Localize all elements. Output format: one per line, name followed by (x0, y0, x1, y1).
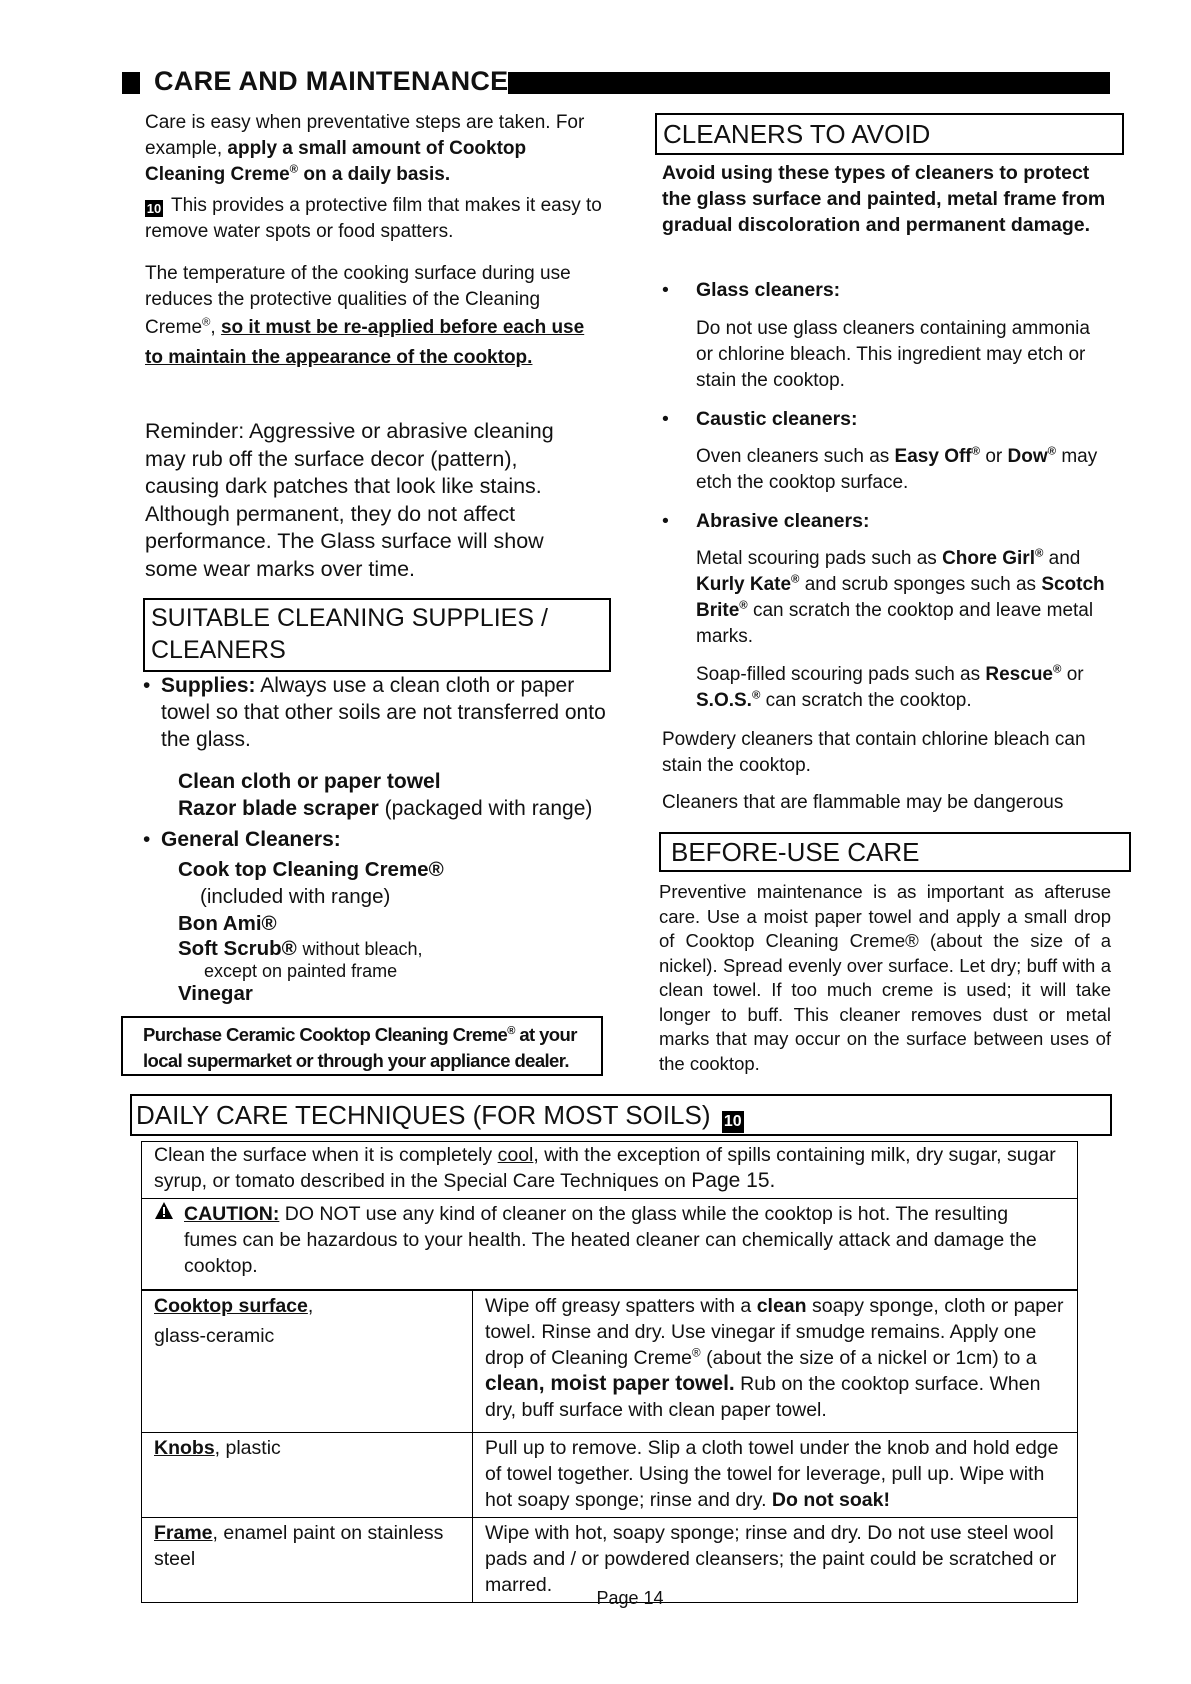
daily-care-heading: DAILY CARE TECHNIQUES (FOR MOST SOILS) 10 (130, 1094, 1112, 1136)
before-use-care-text: Preventive maintenance is as important as afteruse care. Use a moist paper towel and apply a small drop of Cooktop Cleaning Creme® (about the size of a nickel). Spread evenly over surface. Let dry; buff with a clean towel. If too much creme is used; it will take longer to buff. This cleaner removes dust or metal marks that may occur on the surface between uses of the cooktop. (659, 881, 1111, 1074)
table-cell-item: Cooktop surface, glass-ceramic (142, 1291, 473, 1433)
general-cleaners-list: Cook top Cleaning Creme® (included with range) Bon Ami® Soft Scrub® without bleach, except on painted frame Vinegar (178, 858, 444, 1005)
clean-surface-note: Clean the surface when it is completely cool, with the exception of spills containing milk, dry sugar, sugar syrup, or tomato described in the Special Care Techniques on Page 15. (141, 1141, 1078, 1199)
table-cell-instructions: Pull up to remove. Slip a cloth towel under the knob and hold edge of towel together. Using the towel for leverage, pull up. Wipe with hot soapy sponge; rinse and dry. Do not soak! (473, 1433, 1078, 1518)
care-techniques-table (141, 1290, 1078, 1603)
supplies-bullet: • Supplies: Always use a clean cloth or paper towel so that other soils are not transferred onto the glass. (143, 674, 606, 751)
caustic-cleaners-label: • Caustic cleaners: (662, 408, 858, 430)
number-10-icon: 10 (722, 1111, 744, 1133)
table-cell-item: Frame, enamel paint on stainless steel (142, 1518, 473, 1603)
table-cell-item: Knobs, plastic (142, 1433, 473, 1518)
header-square (122, 72, 140, 94)
abrasive-cleaners-text-2: Soap-filled scouring pads such as Rescue® or S.O.S.® can scratch the cooktop. (696, 663, 1084, 711)
general-cleaners-bullet: • General Cleaners: (143, 828, 341, 851)
intro-paragraph-2: 10 This provides a protective film that makes it easy to remove water spots or food spatters. (145, 195, 602, 242)
cleaners-to-avoid-heading: CLEANERS TO AVOID (655, 113, 1124, 155)
header-bar (508, 72, 1110, 94)
before-use-care-heading: BEFORE-USE CARE (659, 832, 1131, 872)
reminder-paragraph: Reminder: Aggressive or abrasive cleaning may rub off the surface decor (pattern), causing dark patches that look like stains. Although permanent, they do not affect performance. The Glass surface will show some wear marks over time. (145, 419, 554, 581)
table-cell-instructions: Wipe off greasy spatters with a clean soapy sponge, cloth or paper towel. Rinse and dry. Use vinegar if smudge remains. Apply one drop of Cleaning Creme® (about the size of a nickel or 1cm) to a clean, moist paper towel. Rub on the cooktop surface. When dry, buff surface with clean paper towel. (473, 1291, 1078, 1433)
intro-paragraph-3: The temperature of the cooking surface during use reduces the protective qualities of the Cleaning Creme®, so it must be re-applied before each use to maintain the appearance of the cooktop. (145, 263, 585, 368)
flammable-cleaners-text: Cleaners that are flammable may be dangerous (662, 792, 1064, 813)
suitable-supplies-heading: SUITABLE CLEANING SUPPLIES / CLEANERS (143, 598, 611, 672)
warning-triangle-icon (154, 1201, 184, 1279)
page-number: Page 14 (596, 1588, 664, 1608)
table-row (142, 1433, 1078, 1518)
table-row (142, 1291, 1078, 1433)
purchase-note-box: Purchase Ceramic Cooktop Cleaning Creme® at your local supermarket or through your appliance dealer. (121, 1016, 603, 1076)
glass-cleaners-label: • Glass cleaners: (662, 279, 841, 301)
number-10-icon: 10 (146, 201, 162, 216)
abrasive-cleaners-label: • Abrasive cleaners: (662, 510, 870, 532)
supplies-items: Clean cloth or paper towel Razor blade scraper (packaged with range) (178, 770, 593, 820)
powdery-cleaners-text: Powdery cleaners that contain chlorine bleach can stain the cooktop. (662, 729, 1086, 776)
glass-cleaners-text: Do not use glass cleaners containing ammonia or chlorine bleach. This ingredient may etch or stain the cooktop. (696, 318, 1090, 391)
table-cell-instructions: Wipe with hot, soapy sponge; rinse and dry. Do not use steel wool pads and / or powdered cleansers; the paint could be scratched or marred. (473, 1518, 1078, 1603)
intro-paragraph-1: Care is easy when preventative steps are taken. For example, apply a small amount of Cooktop Cleaning Creme® on a daily basis. (145, 112, 585, 185)
avoid-intro: Avoid using these types of cleaners to protect the glass surface and painted, metal frame from gradual discoloration and permanent damage. (662, 162, 1106, 236)
caution-box: CAUTION: DO NOT use any kind of cleaner on the glass while the cooktop is hot. The resulting fumes can be hazardous to your health. The heated cleaner can chemically attack and damage the cooktop. (141, 1199, 1078, 1290)
abrasive-cleaners-text-1: Metal scouring pads such as Chore Girl® and Kurly Kate® and scrub sponges such as Scotch Brite® can scratch the cooktop and leave metal marks. (696, 547, 1105, 647)
page-title: CARE AND MAINTENANCE (154, 66, 509, 96)
caustic-cleaners-text: Oven cleaners such as Easy Off® or Dow® may etch the cooktop surface. (696, 445, 1098, 493)
